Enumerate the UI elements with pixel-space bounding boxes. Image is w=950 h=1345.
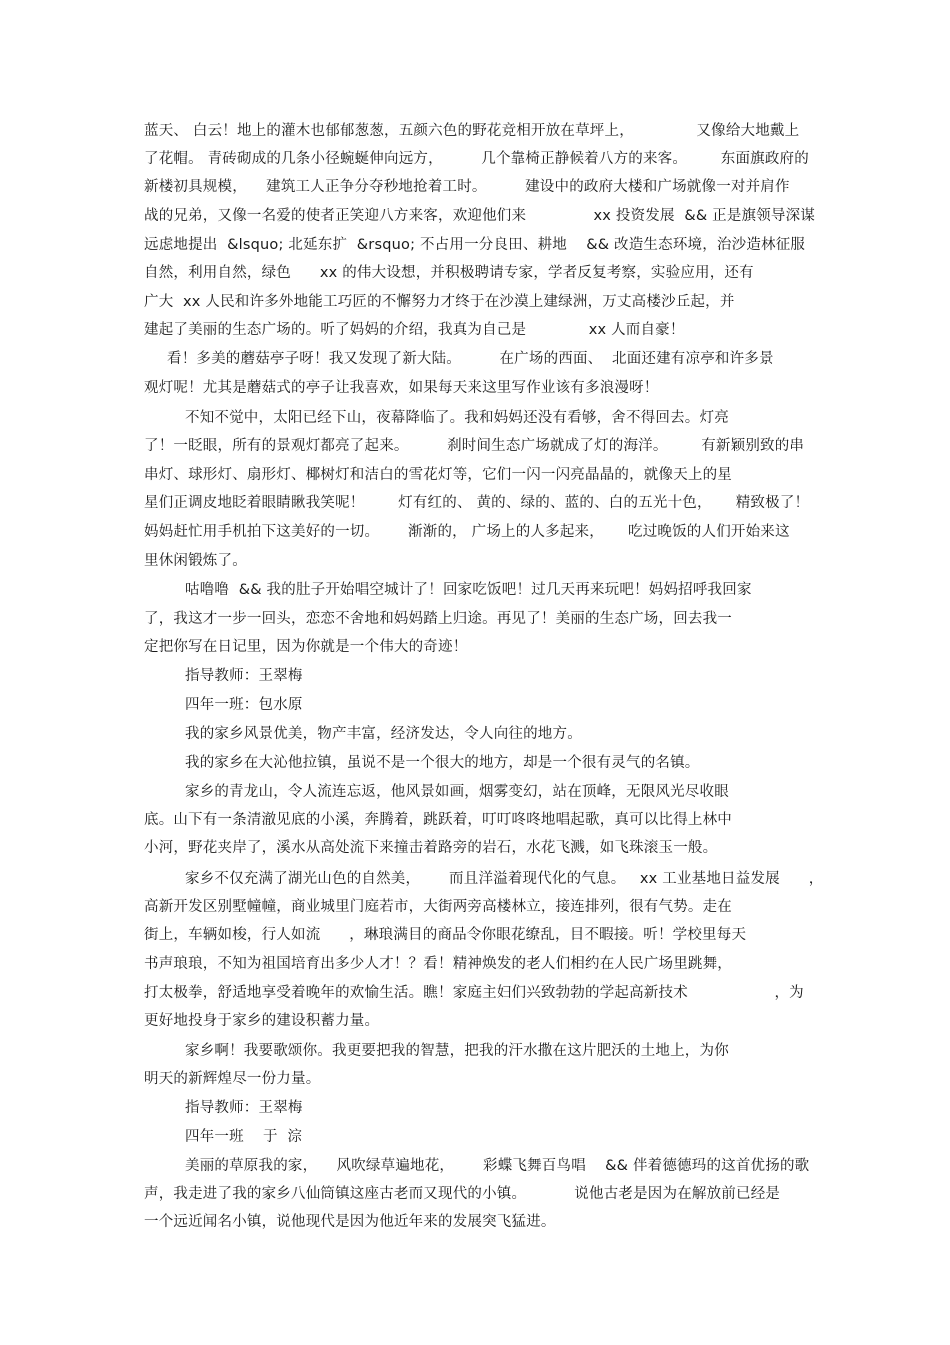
text-line: 了花帽。 青砖砌成的几条小径蜿蜒伸向远方， 几个靠椅正静候着八方的来客。 东面旗政府的 bbox=[144, 151, 809, 167]
text-line: 书声琅琅，不知为祖国培育出多少人才！？看！精神焕发的老人们相约在人民广场里跳舞， bbox=[144, 956, 732, 972]
text-line: 观灯呢！尤其是蘑菇式的亭子让我喜欢，如果每天来这里写作业该有多浪漫呀！ bbox=[144, 380, 659, 396]
text-line: 里休闲锻炼了。 bbox=[144, 553, 247, 569]
paragraph-start: 我的家乡在大沁他拉镇，虽说不是一个很大的地方，却是一个很有灵气的名镇。 bbox=[185, 755, 700, 771]
text-line: 战的兄弟，又像一名爱的使者正笑迎八方来客，欢迎他们来 xx 投资发展 && 正是旗领导深谋 bbox=[144, 208, 816, 224]
paragraph-start: 家乡不仅充满了湖光山色的自然美， 而且洋溢着现代化的气息。 xx 工业基地日益发展 ， bbox=[185, 871, 824, 887]
text-line: 星们正调皮地眨着眼睛瞅我笑呢！ 灯有红的、 黄的、绿的、蓝的、白的五光十色， 精致极了！ bbox=[144, 495, 810, 511]
paragraph-start: 家乡啊！我要歌颂你。我更要把我的智慧，把我的汗水撒在这片肥沃的土地上，为你 bbox=[185, 1043, 729, 1059]
paragraph-start: 美丽的草原我的家， 风吹绿草遍地花， 彩蝶飞舞百鸟唱 && 伴着德德玛的这首优扬的歌 bbox=[185, 1158, 810, 1174]
teacher-credit: 指导教师：王翠梅 bbox=[185, 1100, 303, 1116]
text-line: 广大 xx 人民和许多外地能工巧匠的不懈努力才终于在沙漠上建绿洲，万丈高楼沙丘起，并 bbox=[144, 294, 735, 310]
text-line: 新楼初具规模， 建筑工人正争分夺秒地抢着工时。 建设中的政府大楼和广场就像一对并肩作 bbox=[144, 179, 790, 195]
text-line: 蓝天、 白云！地上的灌木也郁郁葱葱，五颜六色的野花竞相开放在草坪上， 又像给大地戴上 bbox=[144, 123, 800, 139]
text-line: 小河，野花夹岸了，溪水从高处流下来撞击着路旁的岩石，水花飞溅，如飞珠滚玉一般。 bbox=[144, 840, 718, 856]
teacher-credit: 指导教师：王翠梅 bbox=[185, 668, 303, 684]
text-line: 串灯、球形灯、扇形灯、椰树灯和洁白的雪花灯等，它们一闪一闪亮晶晶的，就像天上的星 bbox=[144, 467, 732, 483]
paragraph-start: 不知不觉中，太阳已经下山，夜幕降临了。我和妈妈还没有看够，舍不得回去。灯亮 bbox=[185, 410, 729, 426]
author-credit: 四年一班：包水原 bbox=[185, 697, 303, 713]
text-line: 一个远近闻名小镇，说他现代是因为他近年来的发展突飞猛进。 bbox=[144, 1214, 556, 1230]
text-line: 了，我这才一步一回头，恋恋不舍地和妈妈踏上归途。再见了！美丽的生态广场，回去我一 bbox=[144, 611, 732, 627]
paragraph-start: 看！多美的蘑菇亭子呀！我又发现了新大陆。 在广场的西面、 北面还建有凉亭和许多景 bbox=[167, 351, 774, 367]
text-line: 妈妈赶忙用手机拍下这美好的一切。 渐渐的， 广场上的人多起来， 吃过晚饭的人们开始来这 bbox=[144, 524, 790, 540]
paragraph-start: 我的家乡风景优美，物产丰富，经济发达，令人向往的地方。 bbox=[185, 726, 582, 742]
text-line: 定把你写在日记里，因为你就是一个伟大的奇迹！ bbox=[144, 639, 468, 655]
text-line: 远虑地提出 &lsquo; 北延东扩 &rsquo; 不占用一分良田、耕地 && 改造生态环境，治沙造林征服 bbox=[144, 237, 806, 253]
author-credit: 四年一班 于 淙 bbox=[185, 1129, 303, 1145]
text-line: 了！一眨眼，所有的景观灯都亮了起来。 刹时间生态广场就成了灯的海洋。 有新颖别致的串 bbox=[144, 438, 805, 454]
text-line: 高新开发区别墅幢幢，商业城里门庭若市，大街两旁高楼林立，接连排列，很有气势。走在 bbox=[144, 899, 732, 915]
text-line: 打太极拳，舒适地享受着晚年的欢愉生活。瞧！家庭主妇们兴致勃勃的学起高新技术 ，为 bbox=[144, 985, 804, 1001]
text-line: 自然，利用自然，绿色 xx 的伟大设想，并积极聘请专家，学者反复考察，实验应用，还有 bbox=[144, 265, 754, 281]
paragraph-start: 咕噜噜 && 我的肚子开始唱空城计了！回家吃饭吧！过几天再来玩吧！妈妈招呼我回家 bbox=[185, 582, 752, 598]
text-line: 建起了美丽的生态广场的。听了妈妈的介绍，我真为自己是 xx 人而自豪！ bbox=[144, 322, 685, 338]
text-line: 街上，车辆如梭，行人如流 ，琳琅满目的商品令你眼花缭乱，目不暇接。听！学校里每天 bbox=[144, 927, 747, 943]
text-line: 更好地投身于家乡的建设积蓄力量。 bbox=[144, 1013, 380, 1029]
text-line: 声，我走进了我的家乡八仙筒镇这座古老而又现代的小镇。 说他古老是因为在解放前已经是 bbox=[144, 1186, 781, 1202]
text-line: 底。山下有一条清澈见底的小溪，奔腾着，跳跃着，叮叮咚咚地唱起歌，真可以比得上林中 bbox=[144, 812, 732, 828]
paragraph-start: 家乡的青龙山，令人流连忘返，他风景如画，烟雾变幻，站在顶峰，无限风光尽收眼 bbox=[185, 784, 729, 800]
text-line: 明天的新辉煌尽一份力量。 bbox=[144, 1071, 321, 1087]
